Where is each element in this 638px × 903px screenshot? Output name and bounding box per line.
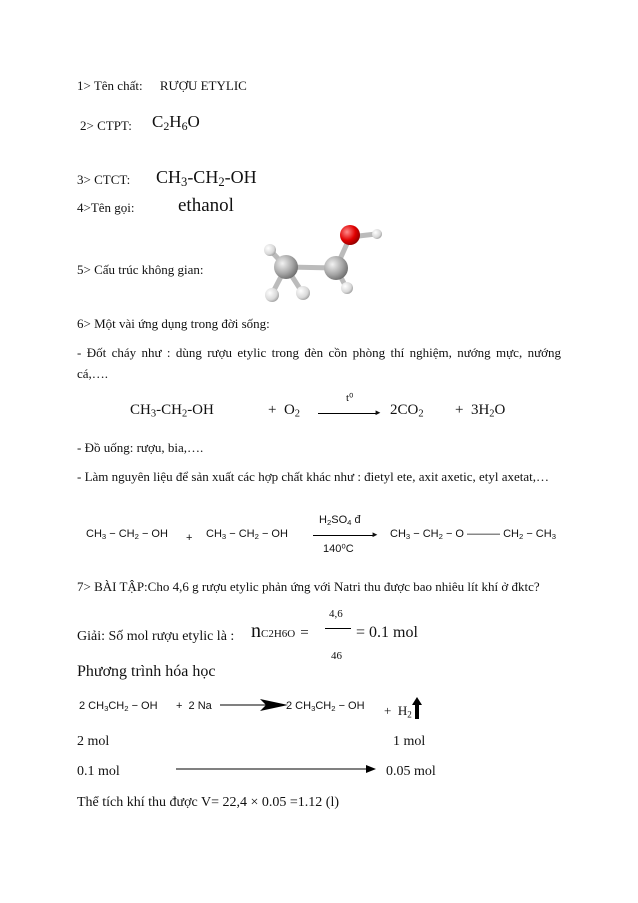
fraction-denominator: 46 — [331, 650, 342, 662]
molecular-formula: $C_2H_6O$ — [152, 112, 200, 133]
ether-catalyst: $H_2SO_4$ đ — [319, 514, 361, 527]
stoich-left-2: 0.1 mol — [77, 764, 120, 779]
ether-reactant-1: $CH_3 - CH_2$ − OH — [86, 528, 168, 541]
structural-formula: $CH_3-CH_2-OH$ — [156, 167, 257, 190]
use-combustion: - Đốt cháy như : dùng rượu etylic trong đèn cồn phòng thí nghiệm, nướng mực, nướng cá,…. — [77, 345, 561, 381]
oxygen-atom — [340, 225, 360, 245]
section-2-label: 2> CTPT: — [80, 118, 132, 133]
iupac-name: ethanol — [178, 195, 234, 216]
section-6-title: 6> Một vài ứng dụng trong đời sống: — [77, 316, 270, 331]
volume-result: Thể tích khí thu được V= 22,4 × 0.05 =1.12 (l) — [77, 795, 340, 810]
hydrogen-atom — [341, 282, 353, 294]
use-raw-material: - Làm nguyên liệu để sản xuất các hợp chất khác như : đietyl ete, axit axetic, etyl axetat,… — [77, 469, 549, 484]
combustion-reactant-ethanol: $CH_3-CH_2-OH$ — [130, 402, 214, 420]
combustion-reactant-oxygen: + $O_2$ — [268, 402, 301, 420]
ether-reactant-2: $CH_3 - CH_2$ − OH — [206, 528, 288, 541]
section-4-label: 4>Tên gọi: — [77, 200, 135, 215]
hydrogen-atom — [265, 288, 279, 302]
carbon-atom — [274, 255, 298, 279]
stoich-right-1: 1 mol — [393, 734, 426, 749]
fraction-numerator: 4,6 — [329, 608, 343, 620]
na-reactant-ethanol: 2 $CH_3CH_2$ − OH — [79, 700, 158, 713]
fraction-bar — [325, 628, 351, 629]
solution-intro: Giải: Số mol rượu etylic là : — [77, 629, 235, 644]
moles-result: = 0.1 mol — [356, 624, 418, 641]
carbon-atom — [324, 256, 348, 280]
combustion-product-co2: $2CO_2$ — [390, 402, 424, 420]
stoich-right-2: 0.05 mol — [386, 764, 436, 779]
stoich-arrow — [176, 764, 376, 774]
section-1-label: 1> Tên chất: — [77, 78, 143, 93]
na-reaction-arrow — [220, 698, 288, 712]
exercise-question: 7> BÀI TẬP:Cho 4,6 g rượu etylic phản ứng với Natri thu được bao nhiêu lít khí ở đktc? — [77, 579, 540, 594]
hydrogen-atom — [372, 229, 382, 239]
moles-symbol: nC2H6O = — [251, 620, 309, 642]
combustion-arrow — [318, 413, 378, 414]
use-drinks: - Đồ uống: rượu, bia,…. — [77, 440, 204, 455]
ether-plus: + — [186, 532, 193, 544]
combustion-arrow-head: ► — [374, 408, 382, 417]
combustion-product-water: + $3H_2O$ — [455, 402, 506, 420]
stoich-left-1: 2 mol — [77, 734, 110, 749]
ether-arrow-head: ► — [371, 530, 379, 539]
combustion-condition: t⁰ — [346, 392, 354, 404]
section-5-label: 5> Cấu trúc không gian: — [77, 262, 204, 277]
section-1 — [77, 78, 247, 94]
equation-heading: Phương trình hóa học — [77, 663, 216, 680]
ether-temperature: 140⁰C — [323, 543, 354, 555]
ball-stick-model — [250, 220, 400, 315]
hydrogen-atom — [296, 286, 310, 300]
ether-arrow — [313, 535, 374, 536]
ether-product: $CH_3 - CH_2 - O$ ——— $CH_2 - CH_3$ — [390, 528, 556, 541]
na-reactant-sodium: + 2 Na — [176, 700, 212, 712]
na-product-ethoxide: 2 $CH_3CH_2$ − OH — [286, 700, 365, 713]
gas-up-arrow-icon — [412, 697, 422, 719]
hydrogen-atom — [264, 244, 276, 256]
substance-name: RƯỢU ETYLIC — [159, 78, 247, 93]
section-3-label: 3> CTCT: — [77, 172, 131, 187]
na-product-hydrogen: + $H_2$ — [384, 703, 412, 720]
